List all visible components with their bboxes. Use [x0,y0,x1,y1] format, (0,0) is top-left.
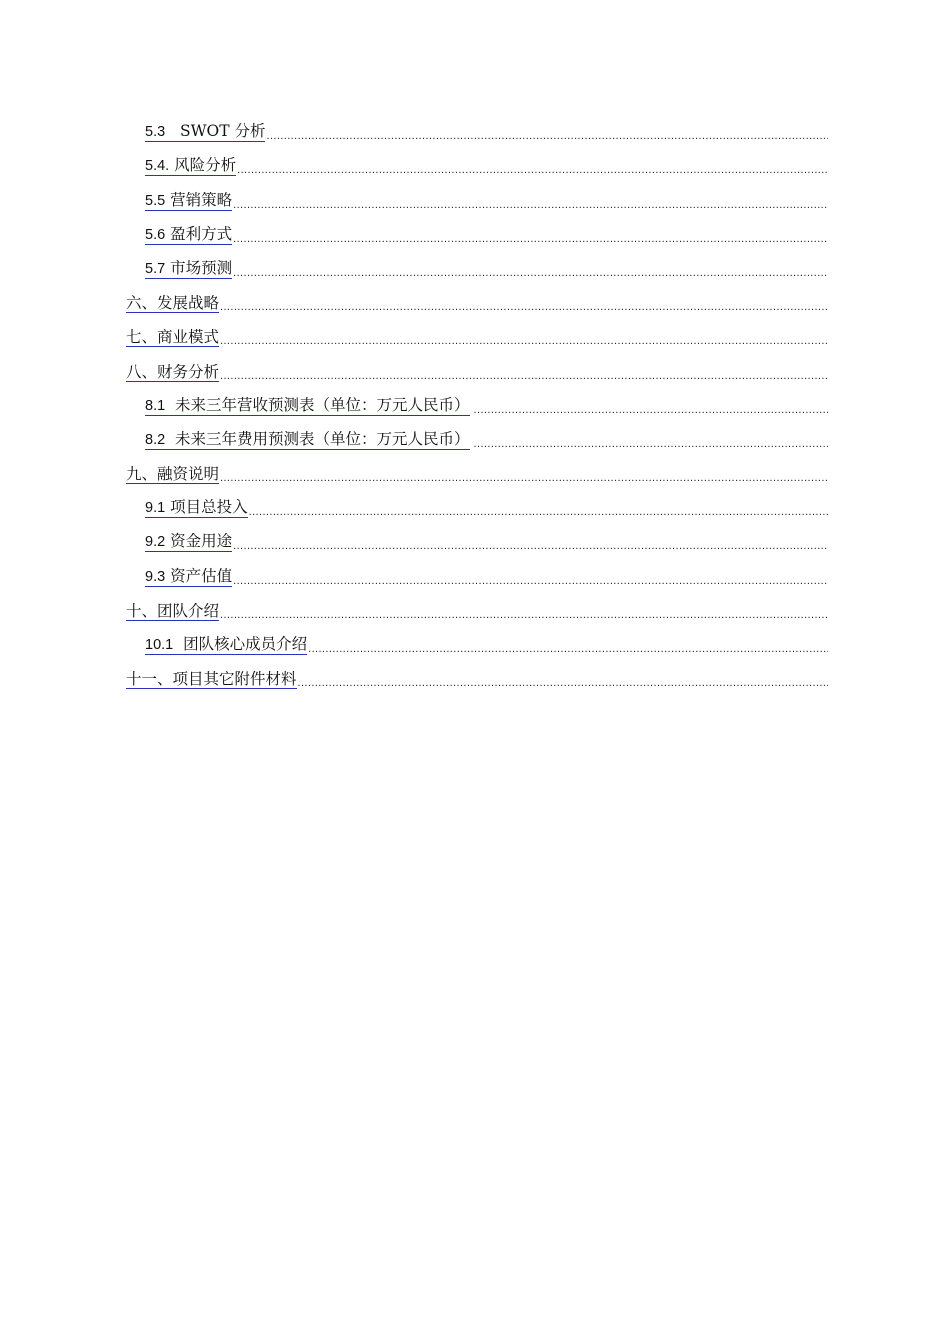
toc-dot-leader [220,370,828,382]
toc-entry[interactable] [126,488,828,522]
toc-entry[interactable] [126,283,828,317]
toc-entry-link[interactable] [145,156,236,176]
toc-dot-leader [233,540,828,552]
toc-entry-link[interactable] [145,259,232,279]
toc-entry[interactable] [126,249,828,283]
toc-entry-title: 未来三年营收预测表（单位：万元人民币） [175,395,470,414]
toc-entry-number: 5.7 [145,260,166,277]
toc-entry-title: 十一、项目其它附件材料 [126,670,297,689]
toc-entry-link[interactable] [145,567,232,587]
toc-entry-title: 资产估值 [170,566,233,585]
toc-dot-leader [233,199,828,211]
toc-dot-leader [220,609,828,621]
toc-dot-leader [298,677,828,689]
table-of-contents [126,112,828,693]
toc-entry-title: SWOT 分析 [179,122,266,141]
toc-dot-leader [220,335,828,347]
toc-entry[interactable] [126,454,828,488]
toc-entry[interactable] [126,112,828,146]
toc-entry-link[interactable] [126,294,219,313]
toc-entry-link[interactable] [126,670,297,689]
toc-entry-number: 8.1 [145,397,166,414]
toc-entry-title: 风险分析 [174,156,237,175]
toc-entry-number: 10.1 [145,637,174,653]
toc-dot-leader [233,233,828,245]
toc-dot-leader [474,438,828,450]
toc-entry-number: 5.5 [145,192,166,209]
toc-entry-title: 八、财务分析 [126,362,220,381]
toc-entry-title: 营销策略 [170,190,233,209]
toc-entry-title: 未来三年费用预测表（单位：万元人民币） [175,429,470,448]
toc-entry-number: 5.6 [145,226,166,243]
toc-entry-title: 团队核心成员介绍 [183,635,308,653]
toc-entry-number: 9.2 [145,534,166,551]
toc-entry-separator [173,635,183,653]
toc-entry-title: 项目总投入 [170,498,248,517]
toc-entry-number: 8.2 [145,431,166,448]
toc-entry-separator [165,430,175,448]
toc-entry-number: 5.3 [145,124,166,141]
toc-entry-title: 盈利方式 [170,224,233,243]
toc-entry-title: 十、团队介绍 [126,601,220,620]
toc-entry[interactable] [126,420,828,454]
toc-entry-link[interactable] [145,430,470,450]
toc-entry-title: 九、融资说明 [126,465,220,484]
toc-entry-link[interactable] [145,498,248,518]
toc-dot-leader [266,130,828,142]
toc-entry[interactable] [126,146,828,180]
toc-entry[interactable] [126,386,828,420]
toc-entry-link[interactable] [126,328,219,347]
toc-dot-leader [308,643,828,655]
toc-entry[interactable] [126,522,828,556]
toc-entry-separator [165,396,175,414]
toc-entry-link[interactable] [126,465,219,484]
toc-dot-leader [237,164,828,176]
toc-entry-link[interactable] [145,225,232,245]
toc-dot-leader [220,472,828,484]
toc-entry[interactable] [126,591,828,625]
toc-dot-leader [249,506,828,518]
toc-entry[interactable] [126,215,828,249]
toc-entry[interactable] [126,556,828,590]
toc-entry-title: 资金用途 [170,532,233,551]
toc-entry[interactable] [126,625,828,659]
toc-entry-separator [165,122,180,140]
toc-dot-leader [233,267,828,279]
toc-dot-leader [220,301,828,313]
toc-entry[interactable] [126,659,828,693]
toc-entry-link[interactable] [145,122,265,142]
toc-entry-link[interactable] [126,363,219,382]
toc-dot-leader [474,404,828,416]
toc-dot-leader [233,575,828,587]
toc-entry-title: 六、发展战略 [126,294,220,313]
toc-entry-link[interactable] [145,532,232,552]
toc-entry-title: 七、商业模式 [126,328,220,347]
toc-entry[interactable] [126,351,828,385]
toc-entry-number: 5.4. [145,158,170,175]
toc-entry-link[interactable] [145,396,470,416]
toc-entry-link[interactable] [145,635,307,655]
toc-entry-number: 9.3 [145,568,166,585]
toc-entry-title: 市场预测 [170,258,233,277]
toc-entry-link[interactable] [126,602,219,621]
toc-entry[interactable] [126,317,828,351]
toc-entry-number: 9.1 [145,500,166,517]
toc-entry[interactable] [126,180,828,214]
toc-entry-link[interactable] [145,191,232,211]
